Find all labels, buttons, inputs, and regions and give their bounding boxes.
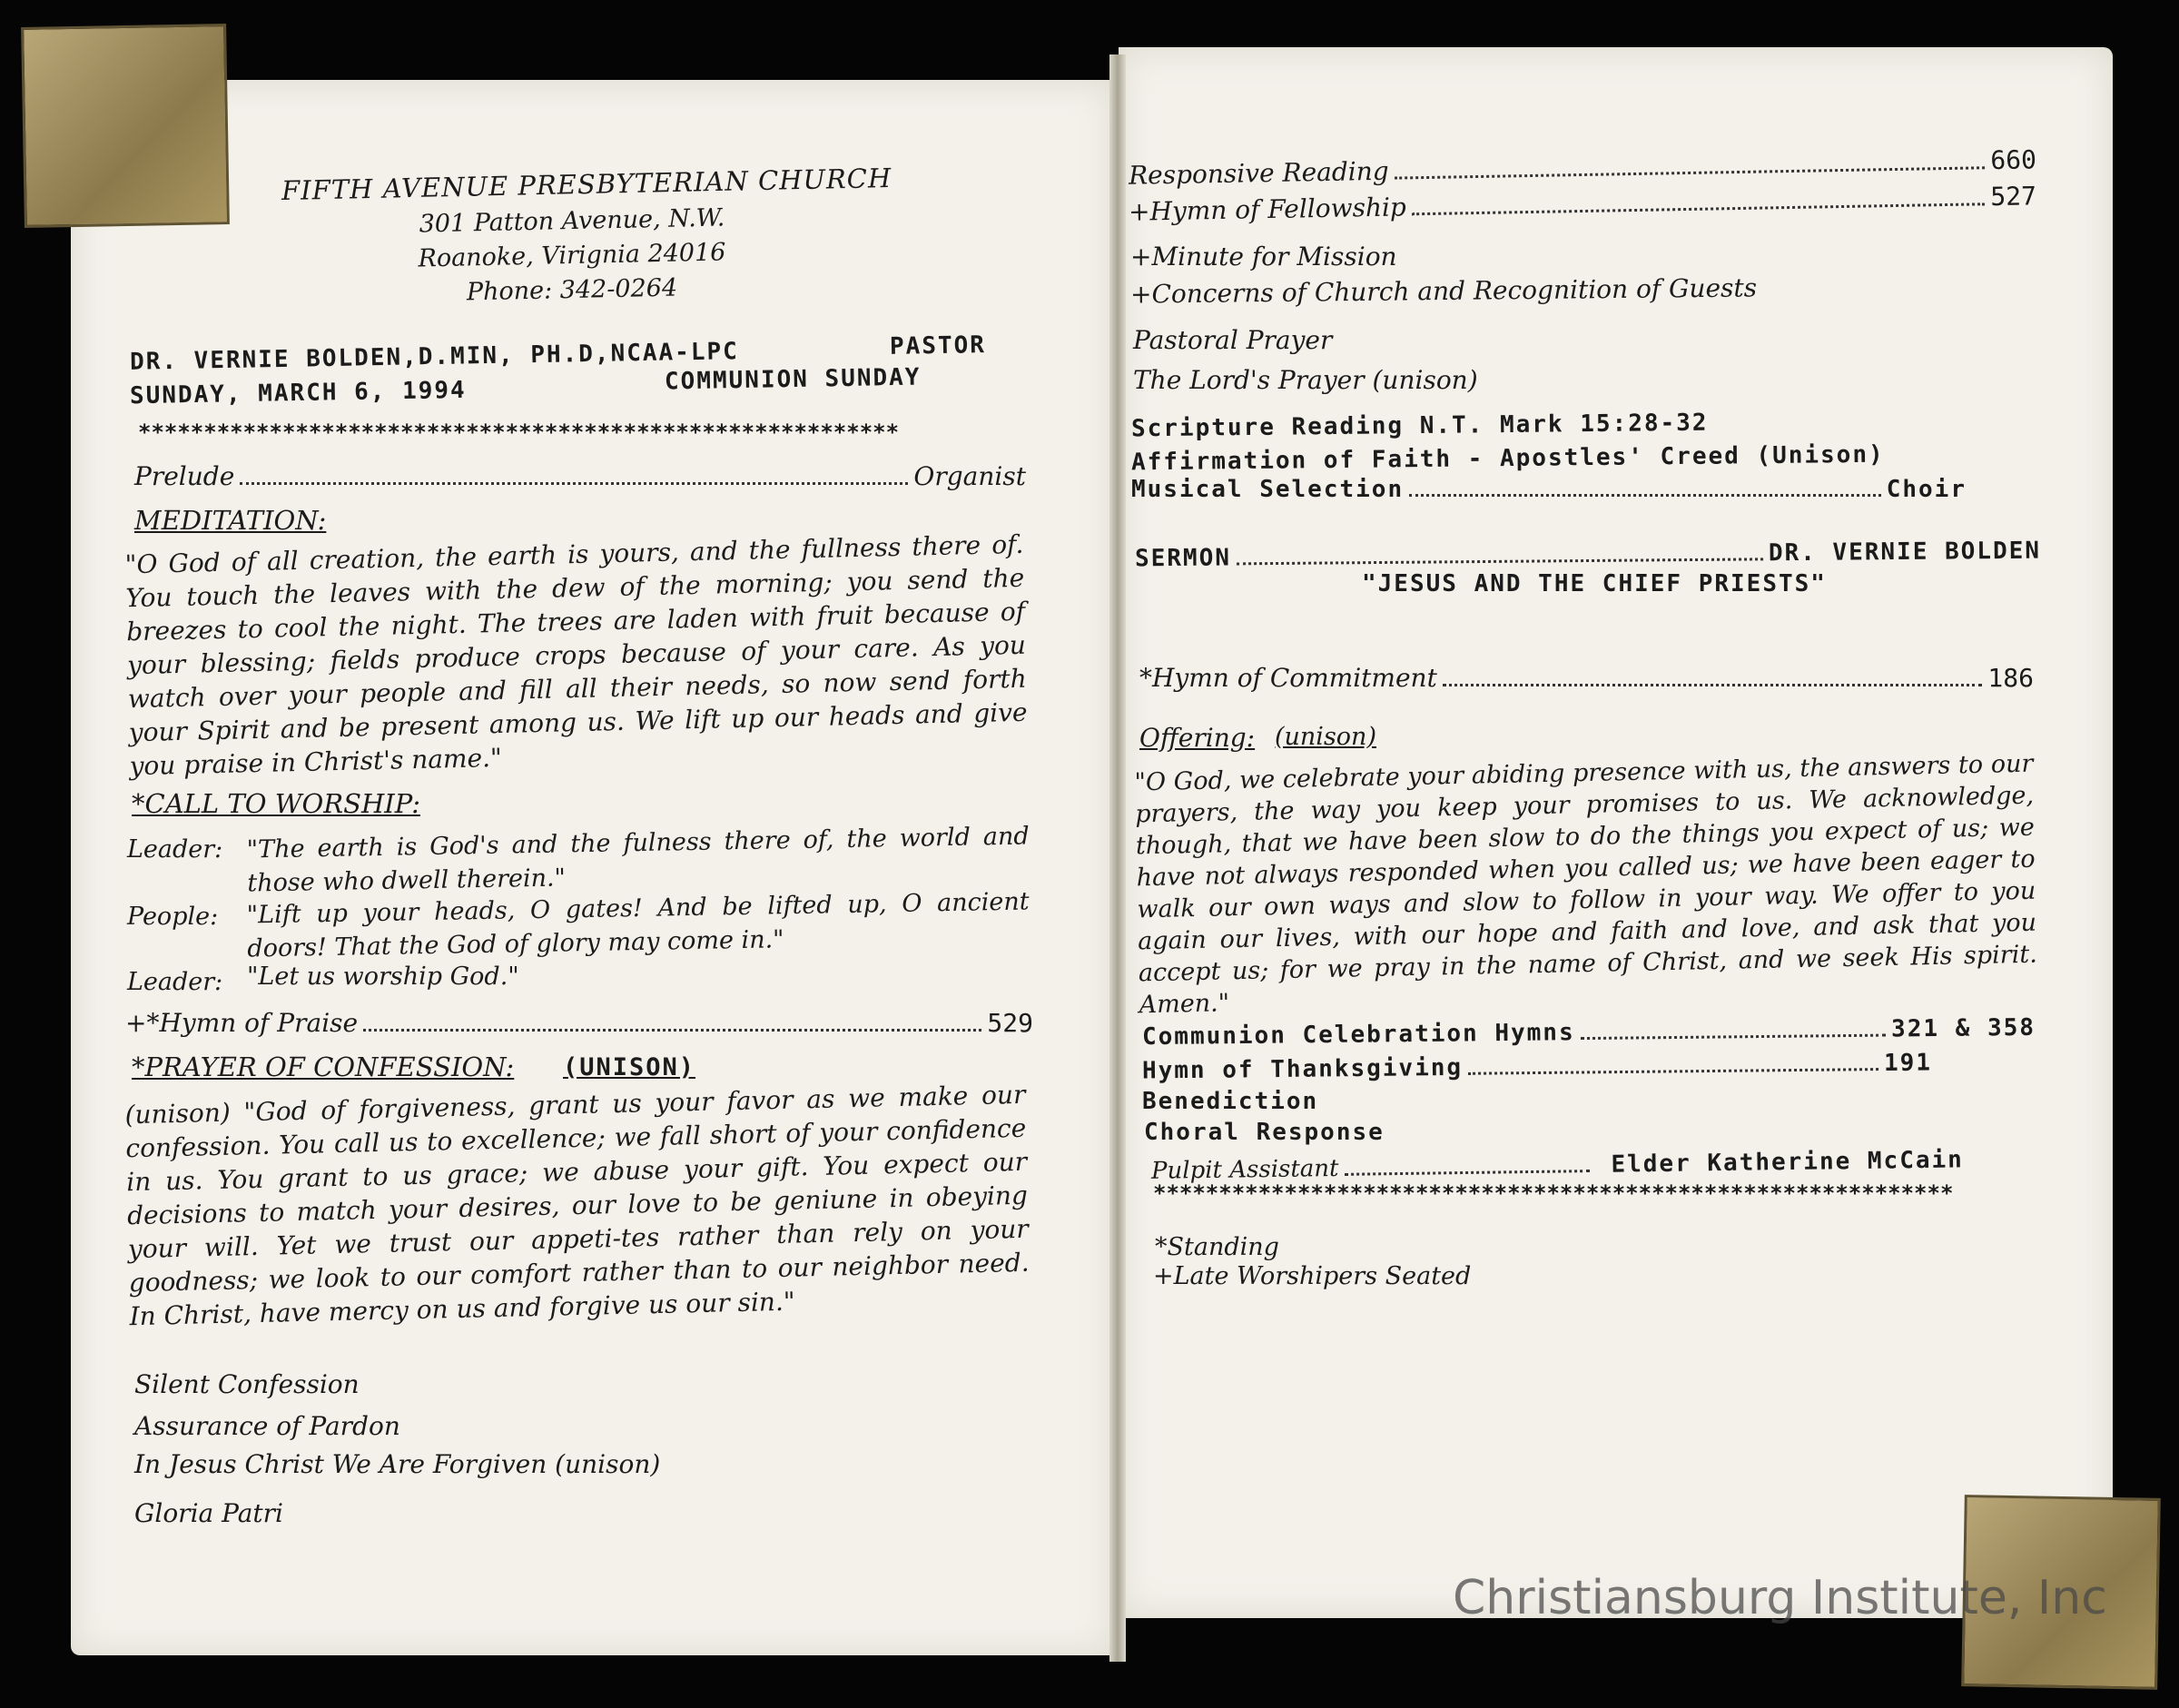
- pastor-title: PASTOR: [889, 331, 987, 360]
- hymn-of-praise-label: +*Hymn of Praise: [125, 1008, 359, 1038]
- leader-dots: [1581, 1034, 1886, 1041]
- separator-stars-right: *************************************************************: [1153, 1180, 1954, 1206]
- choral-response: Choral Response: [1144, 1119, 1385, 1146]
- watermark: Christiansburg Institute, Inc: [1453, 1571, 2107, 1625]
- pulpit-assistant-name: Elder Katherine McCain: [1611, 1146, 1965, 1179]
- benediction: Benediction: [1142, 1088, 1319, 1115]
- church-address-city: Roanoke, Virignia 24016: [418, 238, 726, 273]
- musical-selection-label: Musical Selection: [1131, 476, 1405, 503]
- sermon-title: "JESUS AND THE CHIEF PRIESTS": [1362, 570, 1827, 597]
- call-speaker-3: Leader:: [127, 968, 223, 996]
- meditation-heading: MEDITATION:: [134, 505, 327, 536]
- call-speaker-1: Leader:: [127, 835, 223, 864]
- church-phone: Phone: 342-0264: [466, 273, 678, 307]
- closing-item-3: In Jesus Christ We Are Forgiven (unison): [134, 1449, 661, 1479]
- order-item-concerns: +Concerns of Church and Recognition of Guests: [1129, 272, 1758, 310]
- closing-item-1: Silent Confession: [134, 1369, 360, 1399]
- hymn-of-thanksgiving-label: Hymn of Thanksgiving: [1141, 1053, 1464, 1085]
- offering-heading: Offering:: [1139, 723, 1256, 753]
- hymn-of-commitment-label: *Hymn of Commitment: [1139, 663, 1437, 693]
- order-item-lords-prayer: The Lord's Prayer (unison): [1133, 365, 1478, 395]
- leader-dots: [1412, 202, 1986, 215]
- note-late-worshipers: +Late Worshipers Seated: [1153, 1262, 1472, 1290]
- order-item-mission: +Minute for Mission: [1130, 242, 1397, 272]
- pastor-name: DR. VERNIE BOLDEN,D.MIN, PH.D,NCAA-LPC: [129, 338, 740, 376]
- leader-dots: [1395, 166, 1986, 179]
- separator-stars: **********************************************************: [138, 420, 900, 445]
- leader-dots: [1409, 494, 1881, 497]
- page-fold: [1109, 54, 1126, 1662]
- hymn-of-thanksgiving-number: 191: [1883, 1049, 1933, 1077]
- hymn-of-commitment-number: 186: [1987, 663, 2034, 693]
- call-to-worship-heading: *CALL TO WORSHIP:: [132, 788, 420, 819]
- photo-corner-top-left: [21, 24, 230, 228]
- call-speaker-2: People:: [127, 903, 219, 931]
- pulpit-assistant-label: Pulpit Assistant: [1150, 1154, 1339, 1185]
- musical-selection-value: Choir: [1886, 476, 1967, 503]
- leader-dots: [1237, 558, 1763, 565]
- communion-hymns-numbers: 321 & 358: [1890, 1013, 2036, 1043]
- meditation-text: "O God of all creation, the earth is yours, and the fullness there of. You touch the leaves with the dew of the morning; you send the breezes to cool the night. The trees are laden with fruit because of your blessing; fields produce crops because of your care. As you watch over your people and fill all their needs, so now send forth your Spirit and be present among us. We lift up our heads and give you praise in Christ's name.": [124, 528, 1028, 782]
- prelude-row: [134, 461, 1026, 492]
- hymn-of-praise-number: 529: [987, 1008, 1033, 1038]
- confession-unison: (UNISON): [563, 1053, 696, 1081]
- leader-dots: [1468, 1068, 1878, 1075]
- service-occasion: COMMUNION SUNDAY: [664, 363, 922, 396]
- prelude-label: Prelude: [134, 461, 235, 491]
- affirmation-of-faith: Affirmation of Faith - Apostles' Creed (Unison): [1130, 440, 1885, 477]
- hymn-of-praise-row: [125, 1008, 1033, 1039]
- confession-text: (unison) "God of forgiveness, grant us your favor as we make our confession. You call us to excellence; we fall short of your confidence in us. You grant to us grace; we abuse your gift. You expect our decisions to match your desires, our love to be geniune in obeying your will. Yet we trust our appeti-tes rather than rely on your goodness; we look to our comfort rather than to our neighbor need. In Christ, have mercy on us and forgive us our sin.": [124, 1079, 1030, 1332]
- hymn-of-fellowship-label: +Hymn of Fellowship: [1128, 192, 1407, 227]
- order-item-pastoral-prayer: Pastoral Prayer: [1133, 325, 1333, 355]
- closing-item-2: Assurance of Pardon: [134, 1411, 400, 1441]
- church-address-street: 301 Patton Avenue, N.W.: [419, 203, 725, 239]
- note-standing: *Standing: [1155, 1233, 1279, 1261]
- call-line-2: "Lift up your heads, O gates! And be lifted up, O ancient doors! That the God of glory may come in.": [246, 887, 1030, 963]
- call-line-1: "The earth is God's and the fulness there of, the world and those who dwell therein.": [246, 822, 1030, 898]
- sermon-label: SERMON: [1134, 544, 1232, 573]
- closing-item-4: Gloria Patri: [134, 1498, 283, 1528]
- hymn-of-fellowship-number: 527: [1990, 181, 2037, 212]
- scripture-reading: Scripture Reading N.T. Mark 15:28-32: [1130, 409, 1709, 443]
- call-line-3: "Let us worship God.": [247, 963, 519, 991]
- prelude-value: Organist: [913, 461, 1026, 491]
- offering-text: "O God, we celebrate your abiding presence with us, the answers to our prayers, the way you keep your promises to us. We acknowledge, though, that we have been slow to do the things you expect of us; we have not always responded when you called us; we have been eager to walk our own ways and slow to follow in your way. We offer to you again our lives, with our hope and faith and love, and ask that you accept us; for we pray in the name of Christ, and we seek His spirit. Amen.": [1134, 749, 2038, 1020]
- leader-dots: [1443, 684, 1983, 686]
- leader-dots: [363, 1029, 981, 1032]
- communion-hymns-label: Communion Celebration Hymns: [1141, 1019, 1575, 1051]
- responsive-reading-label: Responsive Reading: [1128, 155, 1389, 191]
- offering-unison: (unison): [1275, 723, 1376, 751]
- church-name: FIFTH AVENUE PRESBYTERIAN CHURCH: [281, 162, 892, 207]
- hymn-of-commitment-row: [1139, 663, 2034, 694]
- leader-dots: [240, 482, 908, 485]
- confession-heading: *PRAYER OF CONFESSION:: [132, 1051, 515, 1082]
- leader-dots: [1345, 1170, 1590, 1176]
- sermon-preacher: DR. VERNIE BOLDEN: [1768, 537, 2042, 568]
- responsive-reading-number: 660: [1990, 144, 2037, 176]
- musical-selection-row: [1131, 476, 1967, 504]
- service-date: SUNDAY, MARCH 6, 1994: [129, 376, 467, 410]
